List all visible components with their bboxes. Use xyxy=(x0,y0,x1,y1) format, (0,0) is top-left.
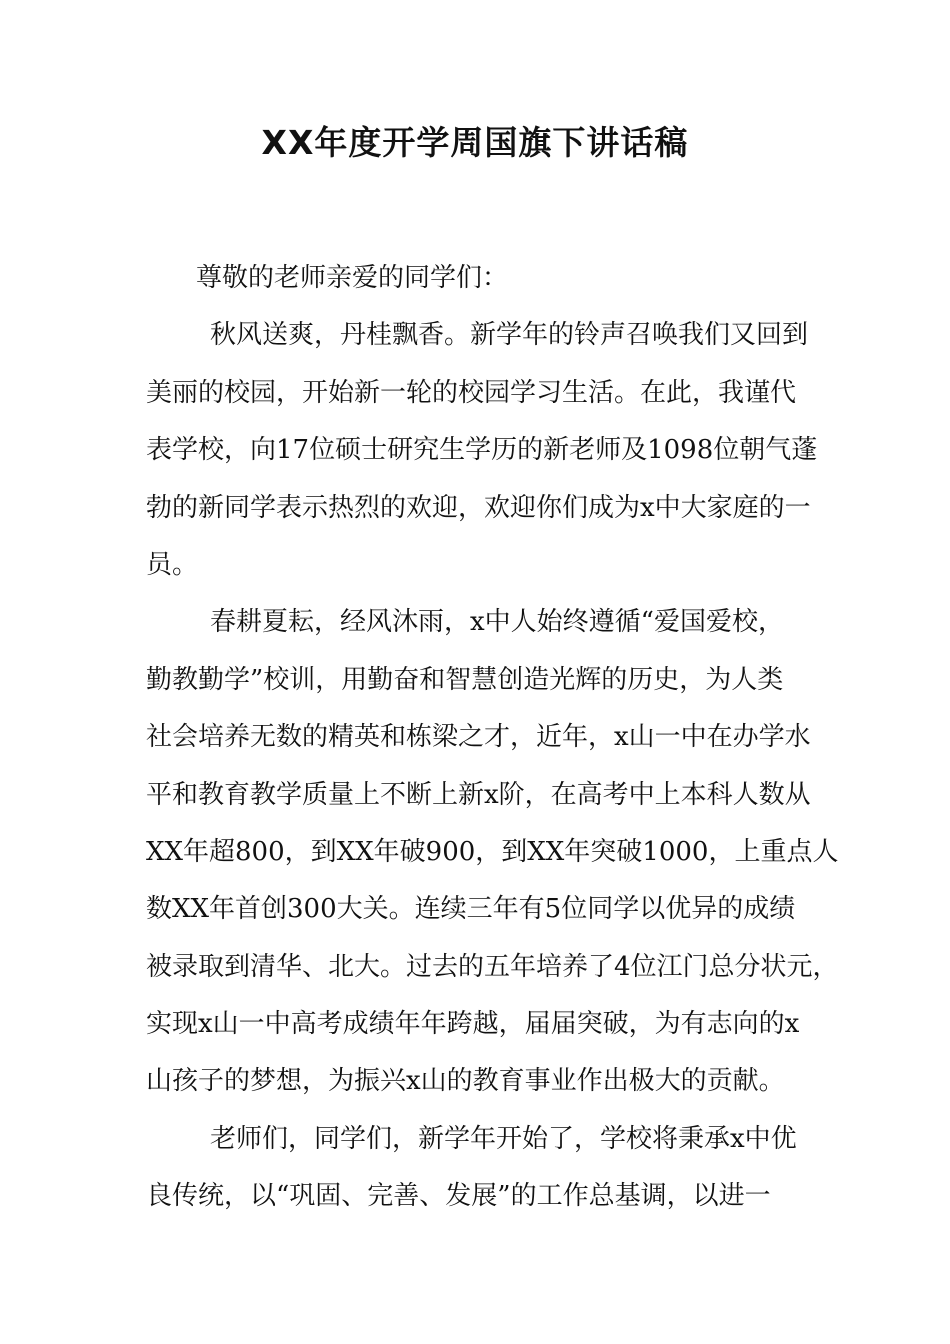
paragraph-line: 实现x山一中高考成绩年年跨越，届届突破，为有志向的x xyxy=(146,1009,800,1040)
paragraph-line: 山孩子的梦想，为振兴x山的教育事业作出极大的贡献。 xyxy=(146,1066,785,1097)
paragraph-line: 员。 xyxy=(146,549,199,580)
document-title: XX年度开学周国旗下讲话稿 xyxy=(261,123,689,162)
paragraph-line: 春耕夏耘，经风沐雨，x中人始终遵循“爱国爱校， xyxy=(210,607,784,638)
paragraph-line: XX年超800，到XX年破900，到XX年突破1000，上重点人 xyxy=(146,836,839,867)
paragraph-line: 老师们，同学们，新学年开始了，学校将秉承x中优 xyxy=(210,1123,797,1154)
paragraph-line: 表学校，向17位硕士研究生学历的新老师及1098位朝气蓬 xyxy=(146,435,818,466)
paragraph-line: 数XX年首创300大关。连续三年有5位同学以优异的成绩 xyxy=(146,894,796,925)
paragraph-line: 勃的新同学表示热烈的欢迎，欢迎你们成为x中大家庭的一 xyxy=(146,492,811,523)
paragraph-line: 平和教育教学质量上不断上新x阶，在高考中上本科人数从 xyxy=(146,779,811,810)
greeting-line: 尊敬的老师亲爱的同学们： xyxy=(196,263,509,293)
paragraph-line: 被录取到清华、北大。过去的五年培养了4位江门总分状元， xyxy=(146,951,839,982)
paragraph-line: 秋风送爽，丹桂飘香。新学年的铃声召唤我们又回到 xyxy=(210,320,809,351)
paragraph-line: 良传统，以“巩固、完善、发展”的工作总基调，以进一 xyxy=(146,1181,771,1212)
paragraph-line: 社会培养无数的精英和栋梁之才，近年，x山一中在办学水 xyxy=(146,722,811,753)
paragraph-line: 美丽的校园，开始新一轮的校园学习生活。在此，我谨代 xyxy=(146,377,797,408)
paragraph-line: 勤教勤学”校训，用勤奋和智慧创造光辉的历史，为人类 xyxy=(146,664,784,695)
document-body xyxy=(146,250,839,1226)
